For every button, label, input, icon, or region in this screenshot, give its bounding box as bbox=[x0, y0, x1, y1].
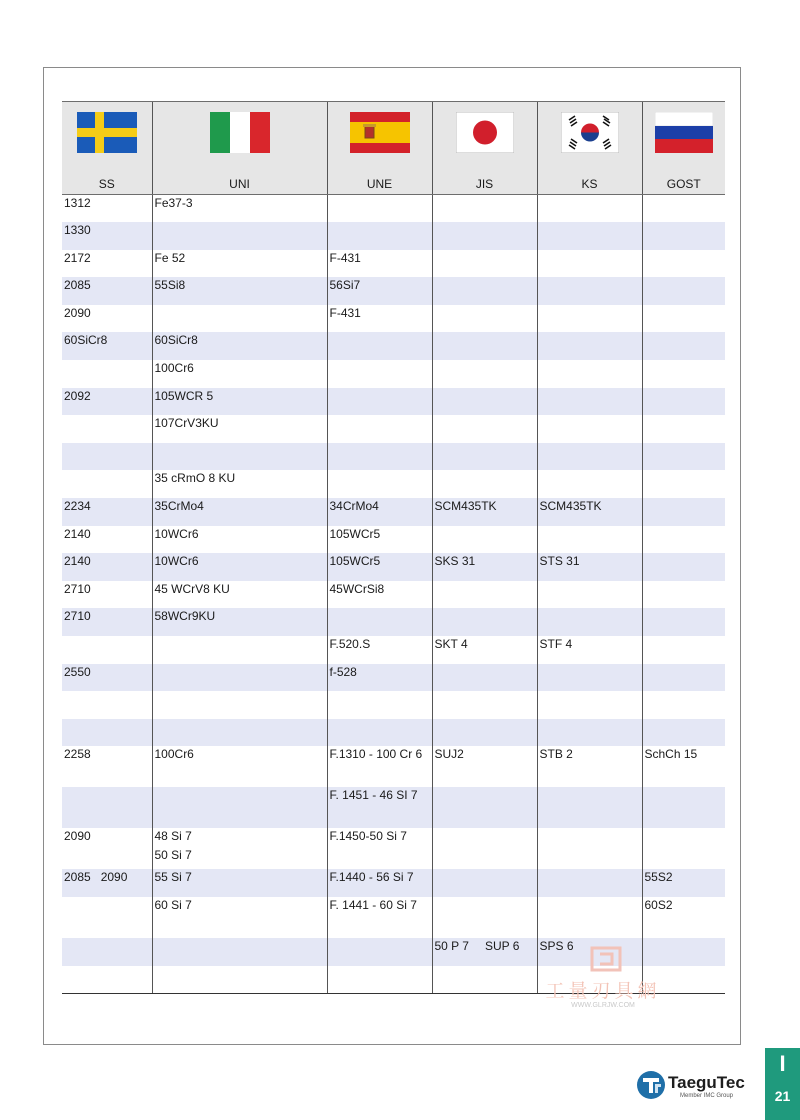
cell-ks bbox=[537, 415, 642, 443]
table-row bbox=[62, 719, 725, 747]
cell-gost bbox=[642, 443, 725, 471]
cell-jis bbox=[432, 828, 537, 869]
cell-ss: 2234 bbox=[64, 499, 91, 514]
cell-une bbox=[327, 966, 432, 994]
cell-gost bbox=[642, 719, 725, 747]
cell-gost bbox=[642, 470, 725, 498]
cell-gost bbox=[642, 277, 725, 305]
cell-uni bbox=[152, 966, 327, 994]
table-row bbox=[62, 691, 725, 719]
cell-gost bbox=[642, 691, 725, 719]
table-row bbox=[62, 195, 725, 223]
cell-ss: 2710 bbox=[64, 609, 91, 624]
cell-ks bbox=[537, 581, 642, 609]
header-uni bbox=[152, 102, 327, 195]
cell-une: F.1440 - 56 Si 7 bbox=[327, 869, 432, 897]
cell-jis bbox=[432, 388, 537, 416]
cell-ks bbox=[537, 664, 642, 692]
header-jis bbox=[432, 102, 537, 195]
cell-ks bbox=[537, 470, 642, 498]
cell-ss: 2710 bbox=[64, 581, 91, 596]
cell-ss bbox=[62, 719, 152, 747]
cell-une bbox=[327, 443, 432, 471]
watermark bbox=[538, 944, 668, 1014]
cell-jis bbox=[432, 305, 537, 333]
brand-tagline: Member IMC Group bbox=[680, 1093, 734, 1099]
south-korea-flag-icon bbox=[561, 112, 619, 153]
cell-une: F-431 bbox=[327, 250, 432, 278]
cell-gost bbox=[642, 250, 725, 278]
table-row bbox=[62, 828, 725, 869]
sweden-flag-icon bbox=[77, 112, 137, 153]
cell-ks bbox=[537, 787, 642, 828]
header-label: JIS bbox=[475, 177, 494, 191]
cell-jis bbox=[432, 277, 537, 305]
cell-jis: SKS 31 bbox=[432, 553, 537, 581]
table-row bbox=[62, 222, 725, 250]
cell-uni: 35 cRmO 8 KU bbox=[152, 470, 327, 498]
spain-flag-icon bbox=[350, 112, 410, 153]
cell-uni: 45 WCrV8 KU bbox=[152, 581, 327, 609]
watermark-url: WWW.GLRJW.COM bbox=[571, 1002, 635, 1009]
cell-uni: 60SiCr8 bbox=[152, 332, 327, 360]
cell-jis bbox=[432, 897, 537, 938]
cell-ss bbox=[62, 938, 152, 966]
brand-name: TaeguTec bbox=[668, 1073, 745, 1092]
cell-ks: STB 2 bbox=[537, 746, 642, 787]
table-row bbox=[62, 470, 725, 498]
table-row bbox=[62, 581, 725, 609]
cell-gost bbox=[642, 332, 725, 360]
cell-gost: 55S2 bbox=[642, 869, 725, 897]
cell-uni: 58WCr9KU bbox=[152, 608, 327, 636]
table-row bbox=[62, 636, 725, 664]
cell-gost: SchCh 15 bbox=[642, 746, 725, 787]
cell-une: 45WCrSi8 bbox=[327, 581, 432, 609]
cell-ks bbox=[537, 360, 642, 388]
taegutec-logo-icon bbox=[636, 1070, 666, 1100]
cell-jis bbox=[432, 250, 537, 278]
cell-gost bbox=[642, 195, 725, 223]
watermark-title: 工量刃具網 bbox=[545, 981, 661, 1002]
cell-uni-line: 50 Si 7 bbox=[154, 848, 192, 863]
cell-jis bbox=[432, 938, 537, 966]
table-row bbox=[62, 498, 725, 526]
cell-ss: 2172 bbox=[64, 250, 91, 265]
cell-uni: 55 Si 7 bbox=[152, 869, 327, 897]
cell-une bbox=[327, 360, 432, 388]
cell-gost bbox=[642, 608, 725, 636]
table-row bbox=[62, 608, 725, 636]
cell-ss: 2085 bbox=[64, 278, 91, 293]
cell-uni: 100Cr6 bbox=[152, 360, 327, 388]
cell-ss bbox=[62, 443, 152, 471]
cell-ks bbox=[537, 305, 642, 333]
cell-uni: 100Cr6 bbox=[152, 746, 327, 787]
cell-ks bbox=[537, 277, 642, 305]
table-row bbox=[62, 305, 725, 333]
cell-uni: Fe37-3 bbox=[152, 195, 327, 223]
cell-jis bbox=[432, 608, 537, 636]
cell-une bbox=[327, 608, 432, 636]
cell-jis bbox=[432, 869, 537, 897]
cell-ss: 2140 bbox=[64, 526, 91, 541]
cell-une: 56Si7 bbox=[327, 277, 432, 305]
header-ss bbox=[62, 102, 152, 195]
cell-une: 105WCr5 bbox=[327, 526, 432, 554]
steel-equivalence-table bbox=[62, 101, 725, 994]
cell-une bbox=[327, 938, 432, 966]
page-tab bbox=[765, 1048, 800, 1120]
cell-une: F. 1441 - 60 Si 7 bbox=[327, 897, 432, 938]
cell-uni bbox=[152, 443, 327, 471]
cell-ks bbox=[537, 443, 642, 471]
table-row bbox=[62, 897, 725, 938]
cell-une bbox=[327, 195, 432, 223]
cell-une: 105WCr5 bbox=[327, 553, 432, 581]
cell-uni: 35CrMo4 bbox=[152, 498, 327, 526]
cell-une bbox=[327, 222, 432, 250]
cell-ks bbox=[537, 897, 642, 938]
cell-uni bbox=[152, 938, 327, 966]
cell-une: f-528 bbox=[327, 664, 432, 692]
cell-une: F. 1451 - 46 SI 7 bbox=[327, 787, 432, 828]
cell-ks bbox=[537, 332, 642, 360]
cell-gost bbox=[642, 498, 725, 526]
cell-ss: 2090 bbox=[64, 829, 91, 844]
cell-jis bbox=[432, 195, 537, 223]
cell-ss bbox=[62, 787, 152, 828]
table-header bbox=[62, 102, 725, 195]
russia-flag-icon bbox=[655, 112, 713, 153]
table-row bbox=[62, 250, 725, 278]
cell-jis bbox=[432, 719, 537, 747]
table-row bbox=[62, 746, 725, 787]
cell-ss: 1312 bbox=[64, 196, 91, 210]
cell-ss: 1330 bbox=[64, 223, 91, 238]
cell-une: F.1310 - 100 Cr 6 bbox=[327, 746, 432, 787]
cell-une bbox=[327, 691, 432, 719]
section-label: I bbox=[779, 1051, 786, 1076]
table-row bbox=[62, 360, 725, 388]
cell-ks bbox=[537, 250, 642, 278]
cell-ks bbox=[537, 526, 642, 554]
header-label: SS bbox=[98, 177, 115, 191]
table-row bbox=[62, 664, 725, 692]
table-row bbox=[62, 787, 725, 828]
table-row bbox=[62, 553, 725, 581]
cell-gost bbox=[642, 787, 725, 828]
cell-jis: SKT 4 bbox=[432, 636, 537, 664]
cell-une: F.520.S bbox=[327, 636, 432, 664]
cell-uni bbox=[152, 787, 327, 828]
cell-uni bbox=[152, 719, 327, 747]
cell-gost bbox=[642, 828, 725, 869]
header-label: UNI bbox=[229, 177, 250, 191]
cell-uni: 10WCr6 bbox=[152, 553, 327, 581]
cell-gost bbox=[642, 664, 725, 692]
cell-uni: 107CrV3KU bbox=[152, 415, 327, 443]
cell-jis bbox=[432, 581, 537, 609]
cell-ss: 2550 bbox=[64, 664, 91, 679]
cell-ss-value: 2085 bbox=[64, 870, 91, 885]
cell-une bbox=[327, 332, 432, 360]
cell-uni: 105WCR 5 bbox=[152, 388, 327, 416]
cell-ks: SCM435TK bbox=[537, 498, 642, 526]
header-une bbox=[327, 102, 432, 195]
table-row bbox=[62, 869, 725, 897]
table-row bbox=[62, 277, 725, 305]
header-ks bbox=[537, 102, 642, 195]
cell-ks bbox=[537, 869, 642, 897]
cell-ss bbox=[62, 897, 152, 938]
cell-ks bbox=[537, 691, 642, 719]
cell-gost bbox=[642, 388, 725, 416]
table-row bbox=[62, 388, 725, 416]
cell-gost bbox=[642, 360, 725, 388]
table-row bbox=[62, 526, 725, 554]
watermark-logo-icon bbox=[586, 944, 626, 974]
cell-ss bbox=[62, 869, 152, 897]
cell-jis bbox=[432, 415, 537, 443]
cell-une bbox=[327, 470, 432, 498]
cell-uni: 10WCr6 bbox=[152, 526, 327, 554]
cell-ss: 2092 bbox=[64, 388, 91, 403]
cell-uni bbox=[152, 664, 327, 692]
cell-jis-value: 50 P 7 bbox=[434, 938, 469, 953]
cell-ks bbox=[537, 719, 642, 747]
cell-gost bbox=[642, 636, 725, 664]
cell-ks bbox=[537, 195, 642, 223]
cell-jis-value: SUP 6 bbox=[484, 938, 520, 953]
cell-ks bbox=[537, 828, 642, 869]
cell-ss bbox=[62, 360, 152, 388]
cell-une bbox=[327, 388, 432, 416]
cell-ss: 2140 bbox=[64, 554, 91, 569]
cell-ss-value: 2090 bbox=[100, 870, 128, 885]
cell-ss: 60SiCr8 bbox=[64, 333, 108, 348]
cell-ss bbox=[62, 636, 152, 664]
cell-une: F-431 bbox=[327, 305, 432, 333]
cell-jis bbox=[432, 470, 537, 498]
cell-uni-line: 48 Si 7 bbox=[154, 829, 192, 844]
cell-ks bbox=[537, 222, 642, 250]
cell-jis bbox=[432, 443, 537, 471]
cell-ss bbox=[62, 691, 152, 719]
cell-uni bbox=[152, 222, 327, 250]
cell-jis bbox=[432, 332, 537, 360]
table-row bbox=[62, 332, 725, 360]
cell-une bbox=[327, 719, 432, 747]
cell-jis bbox=[432, 664, 537, 692]
cell-ss bbox=[62, 415, 152, 443]
cell-jis: SUJ2 bbox=[432, 746, 537, 787]
cell-ks: STS 31 bbox=[537, 553, 642, 581]
cell-ks: STF 4 bbox=[537, 636, 642, 664]
cell-ss bbox=[62, 470, 152, 498]
header-label: UNE bbox=[366, 177, 393, 191]
cell-ks: SPS 6 bbox=[537, 938, 642, 966]
cell-gost bbox=[642, 305, 725, 333]
cell-ks bbox=[537, 388, 642, 416]
cell-jis bbox=[432, 966, 537, 994]
cell-gost bbox=[642, 581, 725, 609]
cell-uni bbox=[152, 691, 327, 719]
cell-jis bbox=[432, 360, 537, 388]
cell-uni bbox=[152, 636, 327, 664]
table-row bbox=[62, 443, 725, 471]
cell-jis bbox=[432, 691, 537, 719]
cell-uni bbox=[152, 305, 327, 333]
cell-gost: 60S2 bbox=[642, 897, 725, 938]
japan-flag-icon bbox=[456, 112, 514, 153]
cell-une: F.1450-50 Si 7 bbox=[327, 828, 432, 869]
italy-flag-icon bbox=[210, 112, 270, 153]
cell-gost bbox=[642, 222, 725, 250]
cell-une bbox=[327, 415, 432, 443]
header-label: GOST bbox=[666, 177, 701, 191]
cell-gost bbox=[642, 415, 725, 443]
cell-jis bbox=[432, 526, 537, 554]
cell-ss bbox=[62, 966, 152, 994]
cell-uni: Fe 52 bbox=[152, 250, 327, 278]
cell-ss: 2090 bbox=[64, 305, 91, 320]
cell-uni: 60 Si 7 bbox=[152, 897, 327, 938]
page-number: 21 bbox=[774, 1088, 791, 1104]
table-row bbox=[62, 415, 725, 443]
cell-ks bbox=[537, 608, 642, 636]
cell-jis bbox=[432, 222, 537, 250]
cell-gost bbox=[642, 553, 725, 581]
cell-gost bbox=[642, 526, 725, 554]
cell-ss: 2258 bbox=[64, 747, 91, 762]
cell-jis bbox=[432, 787, 537, 828]
header-label: KS bbox=[581, 177, 598, 191]
cell-uni bbox=[152, 828, 327, 869]
cell-uni: 55Si8 bbox=[152, 277, 327, 305]
cell-une: 34CrMo4 bbox=[327, 498, 432, 526]
header-gost bbox=[642, 102, 725, 195]
cell-jis: SCM435TK bbox=[432, 498, 537, 526]
